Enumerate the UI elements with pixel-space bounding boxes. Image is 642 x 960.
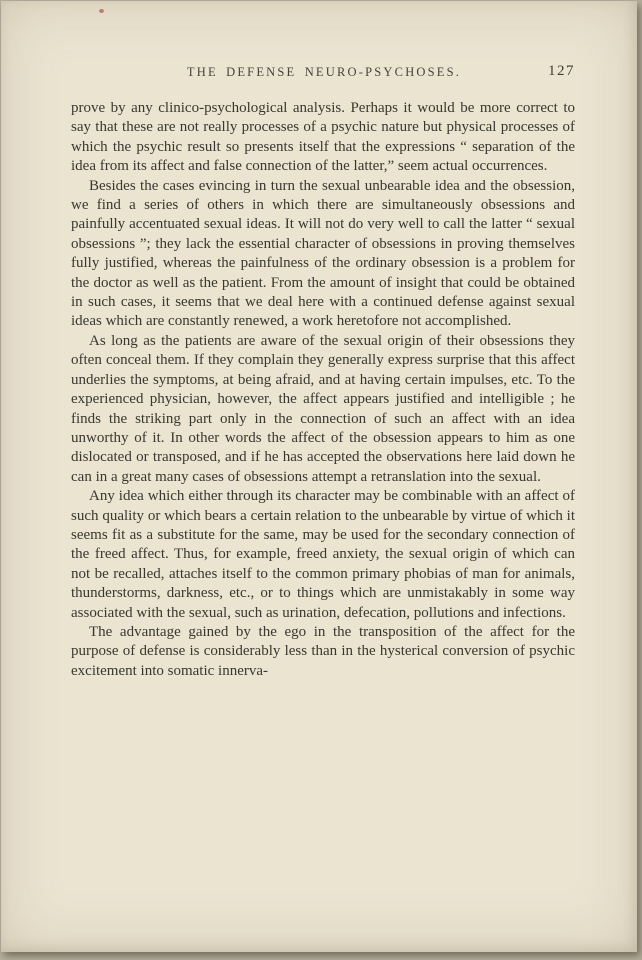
paper-page bbox=[1, 1, 637, 952]
running-head-title: THE DEFENSE NEURO-PSYCHOSES. bbox=[186, 65, 462, 79]
page-header bbox=[73, 65, 575, 85]
paragraph: As long as the patients are aware of the sexual origin of their obsessions they often conceal them. If they complain they generally express surprise that this affect underlies the symptoms, at being afraid, and at having certain impulses, etc. To the experienced physician, however, the affect appears justified and intelligible ; he finds the striking part only in the connection of such an affect with an idea unworthy of it. In other words the affect of the obsession appears to him as one dislocated or transposed, and if he has accepted the observations here laid down he can in a great many cases of obsessions attempt a retranslation into the sexual. bbox=[71, 332, 575, 485]
body-text-block bbox=[71, 99, 575, 882]
paragraph: The advantage gained by the ego in the transposition of the affect for the purpose of defense is considerably less than in the hysterical conversion of psychic excitement into somatic innerva- bbox=[71, 623, 575, 679]
page-number: 127 bbox=[548, 63, 575, 79]
paragraph: prove by any clinico-psychological analysis. Perhaps it would be more correct to say that these are not really processes of a psychic nature but physical processes of which the psychic result so presents itself that the expressions “ separation of the idea from its affect and false connection of the latter,” seem actual occurrences. bbox=[71, 100, 575, 175]
ink-speck bbox=[99, 9, 104, 13]
paragraph: Any idea which either through its character may be combinable with an affect of such quality or which bears a certain relation to the unbearable by virtue of which it seems fit as a substitute for the same, may be used for the secondary connection of the freed affect. Thus, for example, freed anxiety, the sexual origin of which can not be recalled, attaches itself to the common primary phobias of man for animals, thunderstorms, darkness, etc., or to things which are unmistakably in some way associated with the sexual, such as urination, defecation, pollutions and infections. bbox=[71, 488, 575, 621]
paragraph: Besides the cases evincing in turn the sexual unbearable idea and the obsession, we find a series of others in which there are simultaneously obsessions and painfully accentuated sexual ideas. It will not do very well to call the latter “ sexual obsessions ”; they lack the essential character of obsessions in proving themselves fully justified, whereas the painfulness of the ordinary obsession is a problem for the doctor as well as the patient. From the amount of insight that could be obtained in such cases, it seems that we deal here with a continued defense against sexual ideas which are constantly renewed, a work heretofore not accomplished. bbox=[71, 177, 575, 330]
